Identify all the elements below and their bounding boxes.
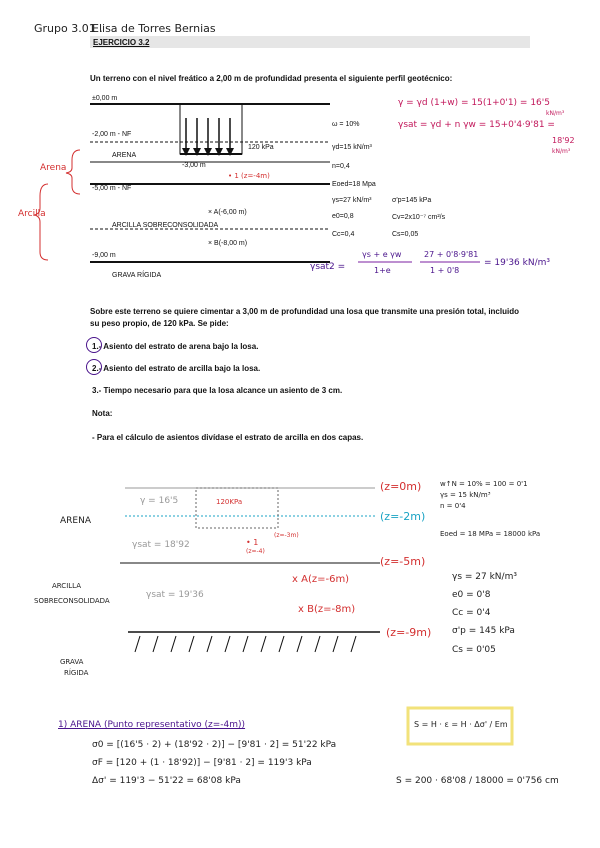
- solution-result: S = 200 · 68'08 / 18000 = 0'756 cm: [396, 776, 559, 786]
- sketch-r3: n = 0'4: [440, 502, 466, 510]
- sketch-pt1: • 1: [246, 538, 259, 547]
- arena-label: ARENA: [112, 152, 137, 159]
- param-cc: Cc=0,4: [332, 231, 355, 238]
- depth-3: -3,00 m: [182, 162, 206, 169]
- sketch-r1: w↑N = 10% = 100 = 0'1: [440, 480, 528, 488]
- sketch-r5: γs = 27 kN/m³: [452, 572, 517, 582]
- solution-ds: Δσ' = 119'3 − 51'22 = 68'08 kPa: [92, 776, 241, 786]
- task-text: Sobre este terreno se quiere cimentar a 3,00 m de profundidad una losa que transmite una presión total, incluido su peso propio, de 120 kPa. Se pide:: [90, 307, 519, 328]
- sketch-z2: (z=-2m): [380, 510, 426, 523]
- formula-gsat2-den2: 1 + 0'8: [430, 266, 460, 275]
- arena-side-note: Arena: [40, 163, 67, 173]
- sketch-z0: (z=0m): [380, 480, 422, 493]
- param-sp: σ'p=145 kPa: [392, 197, 432, 204]
- depth-5: -5,00 m - NF: [92, 185, 132, 192]
- point-1-note: • 1 (z=-4m): [228, 172, 270, 180]
- param-cs: Cs=0,05: [392, 231, 419, 238]
- question-3: 3.- Tiempo necesario para que la losa alcance un asiento de 3 cm.: [92, 386, 343, 395]
- formula-gamma-unit: kN/m³: [546, 110, 565, 117]
- sketch-r9: Cs = 0'05: [452, 645, 496, 655]
- param-gd: γd=15 kN/m³: [332, 144, 372, 151]
- sketch-rigida: RÍGIDA: [64, 669, 89, 677]
- solution-formula-box: S = H · ε = H · Δσ' / Em: [414, 720, 508, 729]
- depth-2: -2,00 m - NF: [92, 131, 132, 138]
- arcilla-label: ARCILLA SOBRECONSOLIDADA: [112, 222, 219, 229]
- intro-text: Un terreno con el nivel freático a 2,00 m de profundidad presenta el siguiente perfil geotécnico:: [90, 74, 453, 83]
- solution-title: 1) ARENA (Punto representativo (z=-4m)): [58, 720, 246, 730]
- sketch-r4: Eoed = 18 MPa = 18000 kPa: [440, 530, 541, 538]
- sketch-z9: (z=-9m): [386, 626, 432, 639]
- depth-9: -9,00 m: [92, 252, 116, 259]
- solution-sf: σF = [120 + (1 · 18'92)] − [9'81 · 2] = 119'3 kPa: [92, 758, 312, 768]
- param-gs: γs=27 kN/m³: [332, 197, 372, 204]
- question-2: 2.- Asiento del estrato de arcilla bajo la losa.: [92, 364, 261, 373]
- param-e0: e0=0,8: [332, 213, 354, 220]
- q1-circle: [86, 337, 102, 353]
- sketch-zb: x B(z=-8m): [298, 604, 356, 615]
- arcilla-side-note: Arcilla: [18, 209, 46, 219]
- formula-gsat2-label: γsat2 =: [310, 262, 346, 272]
- grava-label: GRAVA RÍGIDA: [112, 272, 162, 279]
- point-b: × B(-8,00 m): [208, 240, 248, 247]
- sketch-arena: ARENA: [60, 516, 91, 526]
- param-n: n=0,4: [332, 163, 350, 170]
- formula-gsat: γsat = γd + n γw = 15+0'4·9'81 =: [398, 120, 555, 130]
- author-name: Elisa de Torres Bernias: [92, 22, 216, 35]
- sketch-r6: e0 = 0'8: [452, 590, 491, 600]
- formula-gsat2-num: γs + e γw: [362, 250, 402, 259]
- sketch-gamma: γ = 16'5: [140, 496, 179, 506]
- sketch-za: x A(z=-6m): [292, 574, 350, 585]
- sketch-arcilla: ARCILLA: [52, 582, 82, 590]
- load-label: 120 kPa: [248, 144, 274, 151]
- formula-gsat2-den: 1+e: [374, 266, 391, 275]
- nota-text: - Para el cálculo de asientos divídase el estrato de arcilla en dos capas.: [92, 433, 364, 442]
- sketch-pt1-z: (z=-4): [246, 548, 265, 555]
- exercise-title: EJERCICIO 3.2: [93, 38, 150, 47]
- param-eoed: Eoed=18 Mpa: [332, 181, 376, 188]
- param-w: ω = 10%: [332, 121, 360, 128]
- formula-gsat2-result: = 19'36 kN/m³: [484, 258, 550, 268]
- sketch-z5: (z=-5m): [380, 555, 426, 568]
- sketch-r7: Cc = 0'4: [452, 608, 491, 618]
- sketch-load: 120KPa: [216, 498, 243, 506]
- formula-gamma: γ = γd (1+w) = 15(1+0'1) = 16'5: [398, 98, 550, 108]
- point-a: × A(-6,00 m): [208, 209, 247, 216]
- sketch-pt1-depth: (z=-3m): [274, 532, 299, 539]
- formula-gsat2-num2: 27 + 0'8·9'81: [424, 250, 479, 259]
- depth-0: ±0,00 m: [92, 95, 118, 102]
- sketch-grava: GRAVA: [60, 658, 84, 666]
- sketch-r8: σ'p = 145 kPa: [452, 626, 515, 636]
- question-1: 1.- Asiento del estrato de arena bajo la losa.: [92, 342, 259, 351]
- nota-title: Nota:: [92, 409, 113, 418]
- sketch-r2: γs = 15 kN/m³: [440, 491, 491, 499]
- sketch-gsat2: γsat = 19'36: [146, 590, 204, 600]
- solution-s0: σ0 = [(16'5 · 2) + (18'92 · 2)] − [9'81 · 2] = 51'22 kPa: [92, 740, 337, 750]
- formula-gsat-unit: kN/m³: [552, 148, 571, 155]
- sketch-sobrecons: SOBRECONSOLIDADA: [34, 597, 110, 605]
- group-label: Grupo 3.01 .: [34, 22, 103, 35]
- formula-gsat-result: 18'92: [552, 136, 575, 145]
- q2-circle: [86, 359, 102, 375]
- sketch-gsat: γsat = 18'92: [132, 540, 190, 550]
- param-cv: Cv=2x10⁻⁷ cm²/s: [392, 214, 446, 221]
